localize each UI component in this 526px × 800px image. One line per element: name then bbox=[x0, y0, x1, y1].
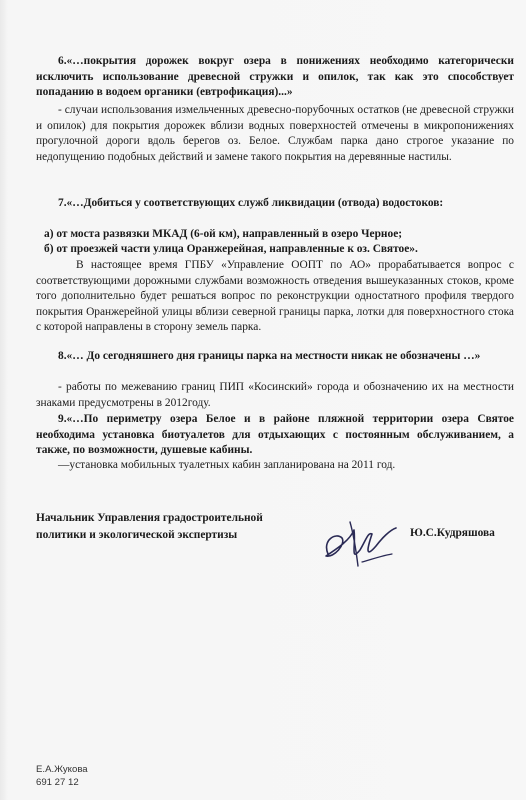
item-9-quote: 9.«…По периметру озера Белое и в районе пляжной территории озера Святое необходима установка биотуалетов для отдыхающих с постоянным обслуживанием, а также, по возможности, душевые кабины. bbox=[36, 413, 514, 457]
executor-footer bbox=[36, 764, 88, 789]
item-7-quote: 7.«…Добиться у соответствующих служб ликвидации (отвода) водостоков: bbox=[58, 197, 444, 209]
executor-phone: 691 27 12 bbox=[36, 776, 79, 788]
item-9-response: —установка мобильных туалетных кабин запланирована на 2011 год. bbox=[58, 459, 396, 471]
item-8-quote: 8.«… До сегодняшнего дня границы парка на местности никак не обозначены …» bbox=[58, 350, 481, 362]
item-6-quote: 6.«…покрытия дорожек вокруг озера в понижениях необходимо категорически исключить использование древесной стружки и опилок, так как это способствует попаданию в водоем органики (евтрофикация)...» bbox=[36, 55, 514, 99]
signatory-position-line-1: Начальник Управления градостроительной bbox=[36, 512, 263, 524]
item-8-response: - работы по межеванию границ ПИП «Косинский» города и обозначению их на местности знаками предусмотрены в 2012году. bbox=[36, 381, 514, 409]
signatory-position-line-2: политики и экологической экспертизы bbox=[36, 529, 238, 541]
item-7-response: В настоящее время ГПБУ «Управление ООПТ по АО» прорабатывается вопрос с соответствующими дорожными службами возможность отведения вышеуказанных стоков, кроме того дополнительно будет решаться вопрос по реконструкции одностатного профиля твердого покрытия Оранжерейной улицы вблизи северной границы парка, лотки для поверхностного стока с которой направлены в сторону земель парка. bbox=[36, 259, 514, 334]
signatory-position bbox=[36, 510, 316, 544]
signature-block bbox=[36, 510, 514, 570]
signatory-name: Ю.С.Кудряшова bbox=[410, 527, 495, 539]
item-6-response: - случаи использования измельченных древесно-порубочных остатков (не древесной стружки и опилок) для покрытия дорожек вблизи водных поверхностей отмечены в микропонижениях прогулочной дороги вдоль берегов оз. Белое. Службам парка дано строгое указание по недопущению подобных действий и замене такого покрытия на деревянные настилы. bbox=[36, 104, 514, 163]
executor-name: Е.А.Жукова bbox=[36, 764, 88, 775]
item-7-point-b: б) от проезжей части улица Оранжерейная, направленные к оз. Святое». bbox=[44, 243, 418, 255]
handwritten-signature bbox=[298, 510, 408, 574]
item-7-point-a: а) от моста развязки МКАД (6-ой км), направленный в озеро Черное; bbox=[44, 228, 403, 240]
